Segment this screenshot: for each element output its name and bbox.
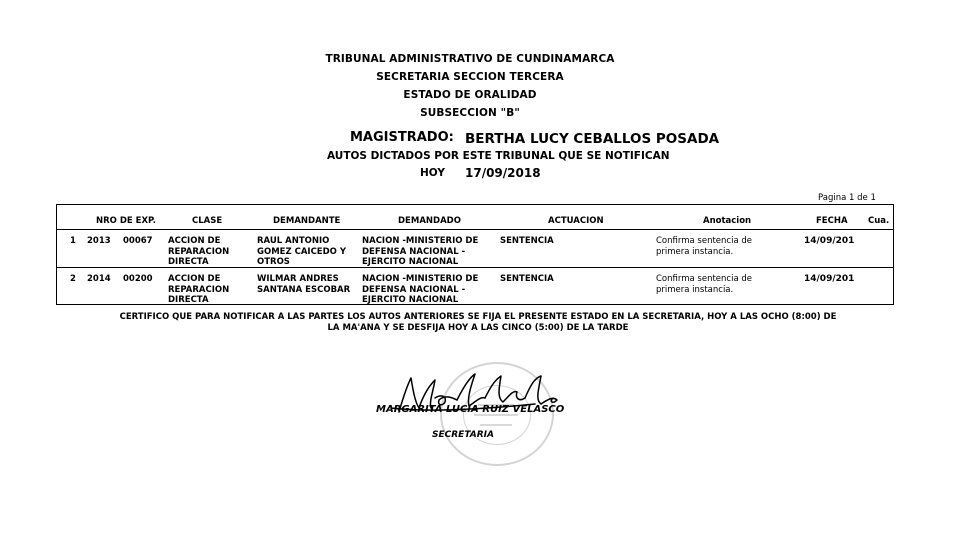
handwritten-signature (385, 368, 570, 424)
col-cua: Cua. (868, 216, 890, 226)
row-anotacion: Confirma sentencia de primera instancia. (656, 236, 752, 257)
row-demandante: RAUL ANTONIO GOMEZ CAICEDO Y OTROS (257, 236, 347, 267)
row-year: 2014 (87, 274, 111, 284)
row-clase: ACCION DE REPARACION DIRECTA (168, 236, 230, 267)
section-name: SECRETARIA SECCION TERCERA (376, 71, 564, 83)
col-demandado: DEMANDADO (398, 216, 461, 226)
signer-name: MARGARITA LUCIA RUIZ VELASCO (376, 404, 565, 415)
row-fecha: 14/09/201 (804, 274, 855, 284)
row-number: 1 (70, 236, 76, 246)
row-clase: ACCION DE REPARACION DIRECTA (168, 274, 230, 305)
row-exp: 00200 (123, 274, 153, 284)
page-indicator: Pagina 1 de 1 (818, 193, 876, 203)
estado-title: ESTADO DE ORALIDAD (403, 89, 537, 101)
row-demandado: NACION -MINISTERIO DE DEFENSA NACIONAL - EJERCITO NACIONAL (362, 274, 479, 305)
row-year: 2013 (87, 236, 111, 246)
header-divider (56, 229, 894, 230)
col-fecha: FECHA (816, 216, 848, 226)
magistrado-label: MAGISTRADO: (350, 130, 454, 145)
row-fecha: 14/09/201 (804, 236, 855, 246)
hoy-date: 17/09/2018 (465, 166, 541, 180)
certification-line-2: LA MA'ANA Y SE DESFIJA HOY A LAS CINCO (5:00) DE LA TARDE (327, 323, 629, 333)
autos-line: AUTOS DICTADOS POR ESTE TRIBUNAL QUE SE NOTIFICAN (327, 150, 670, 162)
court-name: TRIBUNAL ADMINISTRATIVO DE CUNDINAMARCA (325, 53, 615, 65)
subsection-name: SUBSECCION "B" (420, 107, 520, 119)
row-actuacion: SENTENCIA (500, 274, 554, 284)
col-nro-exp: NRO DE EXP. (96, 216, 156, 226)
col-actuacion: ACTUACION (548, 216, 604, 226)
row-anotacion: Confirma sentencia de primera instancia. (656, 274, 752, 295)
signer-role: SECRETARIA (432, 430, 494, 440)
col-clase: CLASE (192, 216, 223, 226)
hoy-label: HOY (420, 167, 445, 179)
row-number: 2 (70, 274, 76, 284)
row-demandado: NACION -MINISTERIO DE DEFENSA NACIONAL - EJERCITO NACIONAL (362, 236, 479, 267)
magistrado-name: BERTHA LUCY CEBALLOS POSADA (465, 131, 720, 147)
col-demandante: DEMANDANTE (273, 216, 341, 226)
row-actuacion: SENTENCIA (500, 236, 554, 246)
col-anotacion: Anotacion (703, 216, 752, 226)
certification-line-1: CERTIFICO QUE PARA NOTIFICAR A LAS PARTES LOS AUTOS ANTERIORES SE FIJA EL PRESENTE ESTADO EN LA SECRETARIA, HOY A LAS OCHO (8:00) DE (119, 312, 837, 322)
row-exp: 00067 (123, 236, 153, 246)
row-demandante: WILMAR ANDRES SANTANA ESCOBAR (257, 274, 351, 295)
